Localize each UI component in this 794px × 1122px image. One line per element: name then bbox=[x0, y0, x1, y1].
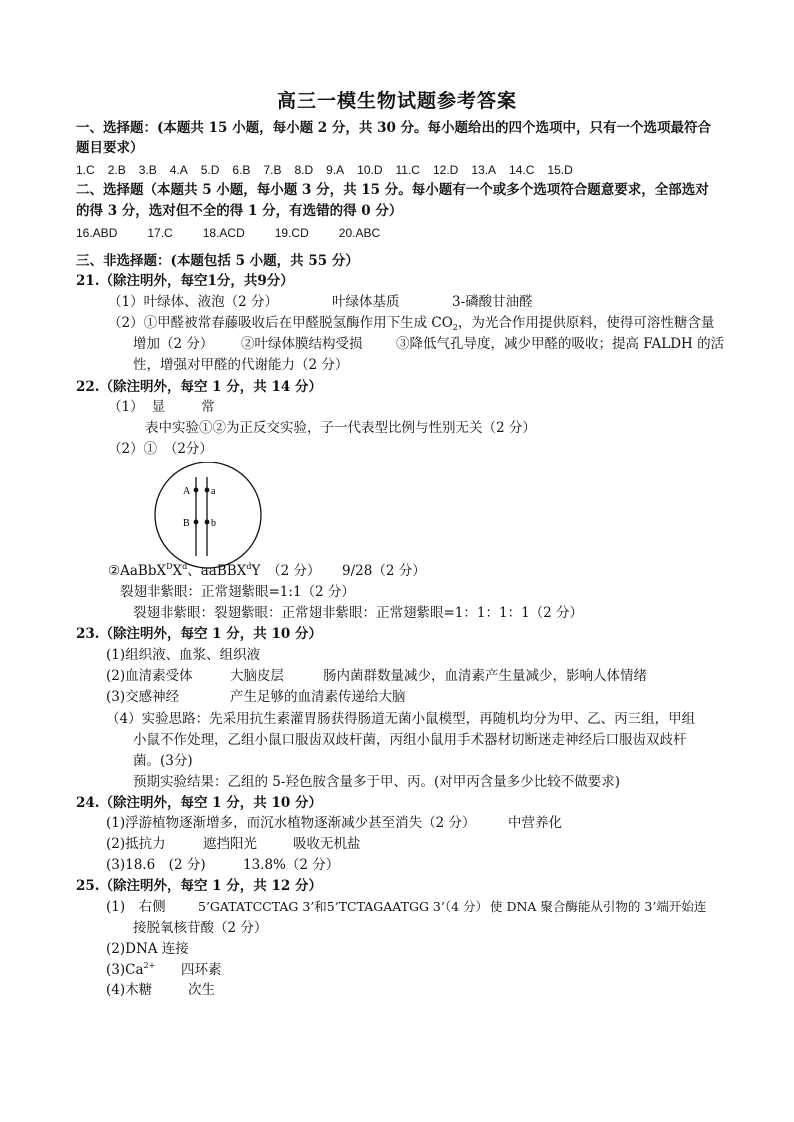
q21-part1-c: 3-磷酸甘油醛 bbox=[452, 294, 533, 310]
genotype-text: X bbox=[172, 563, 183, 579]
q22-part1-reason: 表中实验①②为正反交实验，子一代表型比例与性别无关（2 分） bbox=[145, 420, 536, 436]
locus-dot bbox=[205, 520, 210, 525]
q25-part1-d: 接脱氧核苷酸（2 分） bbox=[133, 920, 268, 936]
answer-item: 18.ACD bbox=[202, 226, 245, 240]
cell-outline bbox=[155, 462, 261, 568]
q23-part2-b: 大脑皮层 bbox=[230, 668, 284, 684]
q24-part3-a: (3)18.6 (2 分) bbox=[106, 857, 206, 873]
locus-dot bbox=[194, 520, 199, 525]
section1-answers bbox=[76, 160, 586, 180]
answer-item: 1.C bbox=[76, 163, 95, 177]
q21-part2-c: 性，增强对甲醛的代谢能力（2 分） bbox=[133, 357, 349, 373]
locus-dot bbox=[194, 488, 199, 493]
allele-label: B bbox=[183, 518, 190, 529]
q21-part2-text: （2）①甲醛被常春藤吸收后在甲醛脱氢酶作用下生成 CO bbox=[108, 315, 453, 331]
q25-part1-a: (1) 右侧 bbox=[106, 899, 166, 915]
q22-part2-heading: （2）① （2分） bbox=[108, 441, 213, 457]
section3-heading: 三、非选择题：(本题包括 5 小题，共 55 分） bbox=[76, 253, 359, 269]
q25-part3-a bbox=[106, 960, 155, 980]
q24-part1-a: (1)浮游植物逐渐增多，而沉水植物逐渐减少甚至消失（2 分） bbox=[106, 815, 476, 831]
q23-part4-b: 小鼠不作处理，乙组小鼠口服齿双歧杆菌，丙组小鼠用手术器材切断迷走神经后口服齿双歧杆 bbox=[133, 732, 687, 748]
answer-item: 5.D bbox=[200, 163, 220, 177]
q23-part2-c: 肠内菌群数量减少，血清素产生量减少，影响人体情绪 bbox=[323, 668, 647, 684]
q24-heading: 24.（除注明外，每空 1 分，共 10 分） bbox=[76, 795, 322, 811]
allele-label: a bbox=[211, 486, 216, 497]
q22-part2-c: 裂翅非紫眼：正常翅紫眼=1:1（2 分） bbox=[120, 584, 355, 600]
answer-item: 13.A bbox=[471, 163, 497, 177]
allele-label: A bbox=[183, 486, 191, 497]
co2-subscript: 2 bbox=[452, 323, 458, 332]
q25-heading: 25.（除注明外，每空 1 分，共 12 分） bbox=[76, 878, 322, 894]
genotype-text: ②AaBbX bbox=[108, 563, 167, 579]
q22-part2-d: 裂翅非紫眼：裂翅紫眼：正常翅非紫眼：正常翅紫眼=1：1：1：1（2 分） bbox=[133, 605, 584, 621]
q22-part1-answer-a: 显 bbox=[151, 399, 166, 415]
ion-charge: 2+ bbox=[143, 961, 156, 970]
q25-part4-b: 次生 bbox=[188, 982, 215, 998]
section2-heading-cont: 的得 3 分，选对但不全的得 1 分，有选错的得 0 分） bbox=[76, 203, 403, 219]
q24-part2-a: (2)抵抗力 bbox=[106, 836, 166, 852]
answer-item: 15.D bbox=[547, 163, 573, 177]
q21-part1-a: （1）叶绿体、液泡（2 分） bbox=[108, 294, 278, 310]
answer-item: 2.B bbox=[107, 163, 126, 177]
genotype-sup: d bbox=[182, 562, 188, 571]
q24-part2-b: 遮挡阳光 bbox=[203, 836, 257, 852]
q24-part3-b: 13.8%（2 分） bbox=[243, 857, 340, 873]
q22-part1 bbox=[108, 397, 215, 417]
answer-item: 4.A bbox=[169, 163, 188, 177]
q24-part1-b: 中营养化 bbox=[508, 815, 562, 831]
answer-item: 17.C bbox=[147, 226, 173, 240]
answer-item: 9.A bbox=[326, 163, 345, 177]
answer-item: 20.ABC bbox=[338, 226, 381, 240]
answer-item: 10.D bbox=[357, 163, 383, 177]
answer-item: 14.C bbox=[509, 163, 535, 177]
q21-part2-b3: ③降低气孔导度，减少甲醛的吸收；提高 FALDH 的活 bbox=[396, 336, 725, 352]
q21-part2-text-tail: ，为光合作用提供原料，使得可溶性糖含量 bbox=[457, 315, 715, 331]
section1-heading-cont: 题目要求） bbox=[76, 140, 144, 156]
q21-heading: 21.（除注明外，每空1分，共9分） bbox=[76, 273, 294, 289]
answer-item: 3.B bbox=[138, 163, 157, 177]
section1-heading: 一、选择题：(本题共 15 小题，每小题 2 分，共 30 分。每小题给出的四个选项中，只有一个选项最符合 bbox=[76, 120, 712, 136]
q22-part1-num: （1） bbox=[108, 399, 144, 415]
genotype-sup: D bbox=[166, 562, 173, 571]
genotype-sup: d bbox=[246, 562, 252, 571]
q24-part2-c: 吸收无机盐 bbox=[293, 836, 361, 852]
q25-part2: (2)DNA 连接 bbox=[106, 941, 189, 957]
ion-text: (3)Ca bbox=[106, 962, 144, 978]
answer-item: 7.B bbox=[263, 163, 282, 177]
answer-item: 6.B bbox=[232, 163, 251, 177]
q22-part1-answer-b: 常 bbox=[201, 399, 215, 415]
genotype-text: Y （2 分） bbox=[251, 563, 321, 579]
q25-part3-b: 四环素 bbox=[181, 962, 222, 978]
answer-item: 8.D bbox=[294, 163, 314, 177]
answer-item: 12.D bbox=[432, 163, 459, 177]
q25-part1-c: 使 DNA 聚合酶能从引物的 3’端开始连 bbox=[490, 899, 707, 914]
answer-item: 11.C bbox=[395, 163, 420, 177]
locus-dot bbox=[205, 488, 210, 493]
allele-label: b bbox=[211, 518, 216, 529]
q23-part4-d: 预期实验结果：乙组的 5-羟色胺含量多于甲、丙。(对甲丙含量多少比较不做要求) bbox=[133, 774, 620, 790]
q23-part3-a: (3)交感神经 bbox=[106, 689, 180, 705]
q23-part3-b: 产生足够的血清素传递给大脑 bbox=[230, 689, 406, 705]
answer-item: 16.ABD bbox=[76, 226, 118, 240]
q23-part4-c: 菌。(3分) bbox=[133, 753, 193, 769]
q23-part1: (1)组织液、血浆、组织液 bbox=[106, 647, 261, 663]
q22-heading: 22.（除注明外，每空 1 分，共 14 分） bbox=[76, 379, 322, 395]
q21-part2-line1 bbox=[108, 313, 714, 333]
q22-part2-genotypes bbox=[108, 561, 320, 581]
chromosome-diagram bbox=[150, 462, 270, 570]
genotype-text: 、aaBBX bbox=[187, 563, 247, 579]
answer-item: 19.CD bbox=[274, 226, 309, 240]
page-title: 高三一模生物试题参考答案 bbox=[276, 90, 517, 112]
q21-part1-b: 叶绿体基质 bbox=[332, 294, 400, 310]
section2-answers bbox=[76, 223, 410, 243]
section2-heading: 二、选择题（本题共 5 小题，每小题 3 分，共 15 分。每小题有一个或多个选项符合题意要求，全部选对 bbox=[76, 182, 709, 198]
q23-part2-a: (2)血清素受体 bbox=[106, 668, 193, 684]
q21-part2-b1: 增加（2 分） bbox=[133, 336, 214, 352]
q25-part4-a: (4)木糖 bbox=[106, 982, 153, 998]
q25-part1-b: 5’GATATCCTAG 3’和5’TCTAGAATGG 3’（4 分） bbox=[198, 899, 489, 914]
q21-part2-b2: ②叶绿体膜结构受损 bbox=[241, 336, 363, 352]
q23-heading: 23.（除注明外，每空 1 分，共 10 分） bbox=[76, 626, 322, 642]
q22-part2-ratio: 9/28（2 分） bbox=[342, 563, 426, 579]
q23-part4-a: （4）实验思路：先采用抗生素灌胃肠获得肠道无菌小鼠模型，再随机均分为甲、乙、丙三组，甲组 bbox=[106, 711, 696, 727]
